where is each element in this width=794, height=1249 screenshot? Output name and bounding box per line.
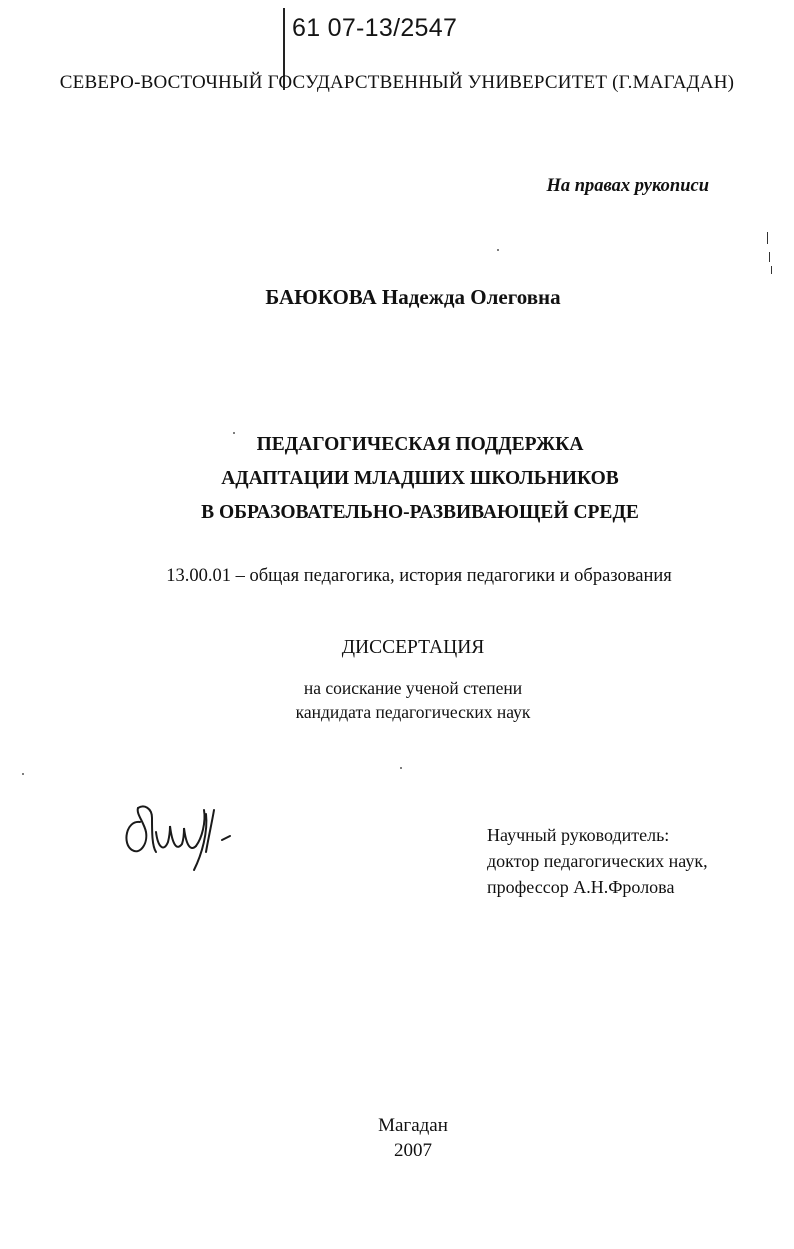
supervisor-degree: доктор педагогических наук, bbox=[487, 851, 708, 871]
document-type: ДИССЕРТАЦИЯ bbox=[341, 637, 485, 658]
year: 2007 bbox=[394, 1140, 432, 1161]
supervisor-label: Научный руководитель: bbox=[487, 825, 670, 845]
scan-speck bbox=[22, 773, 24, 775]
city-name: Магадан bbox=[378, 1115, 448, 1136]
scan-margin-mark bbox=[767, 232, 768, 244]
university-name: СЕВЕРО-ВОСТОЧНЫЙ ГОСУДАРСТВЕННЫЙ УНИВЕРСИТЕТ (Г.МАГАДАН) bbox=[59, 72, 735, 93]
title-line: ПЕДАГОГИЧЕСКАЯ ПОДДЕРЖКА bbox=[256, 434, 584, 455]
title-line: АДАПТАЦИИ МЛАДШИХ ШКОЛЬНИКОВ bbox=[221, 468, 619, 489]
degree-description bbox=[0, 676, 794, 724]
scan-speck bbox=[497, 249, 499, 251]
degree-line-1: на соискание ученой степени bbox=[303, 678, 523, 698]
scan-speck bbox=[400, 767, 402, 769]
handwritten-signature bbox=[118, 792, 248, 882]
scientific-supervisor bbox=[487, 822, 708, 900]
degree-line-2: кандидата педагогических наук bbox=[295, 702, 531, 722]
dissertation-title bbox=[0, 428, 794, 530]
scan-margin-mark bbox=[771, 266, 772, 274]
place-and-year bbox=[0, 1113, 794, 1163]
manuscript-rights-note: На правах рукописи bbox=[546, 176, 709, 196]
scan-margin-mark bbox=[769, 252, 770, 262]
specialty-code: 13.00.01 – общая педагогика, история педагогики и образования bbox=[166, 566, 672, 586]
title-line: В ОБРАЗОВАТЕЛЬНО-РАЗВИВАЮЩЕЙ СРЕДЕ bbox=[201, 502, 639, 523]
supervisor-name: профессор А.Н.Фролова bbox=[487, 877, 675, 897]
library-stamp-code: 61 07-13/2547 bbox=[292, 14, 458, 42]
author-name: БАЮКОВА Надежда Олеговна bbox=[265, 285, 561, 309]
